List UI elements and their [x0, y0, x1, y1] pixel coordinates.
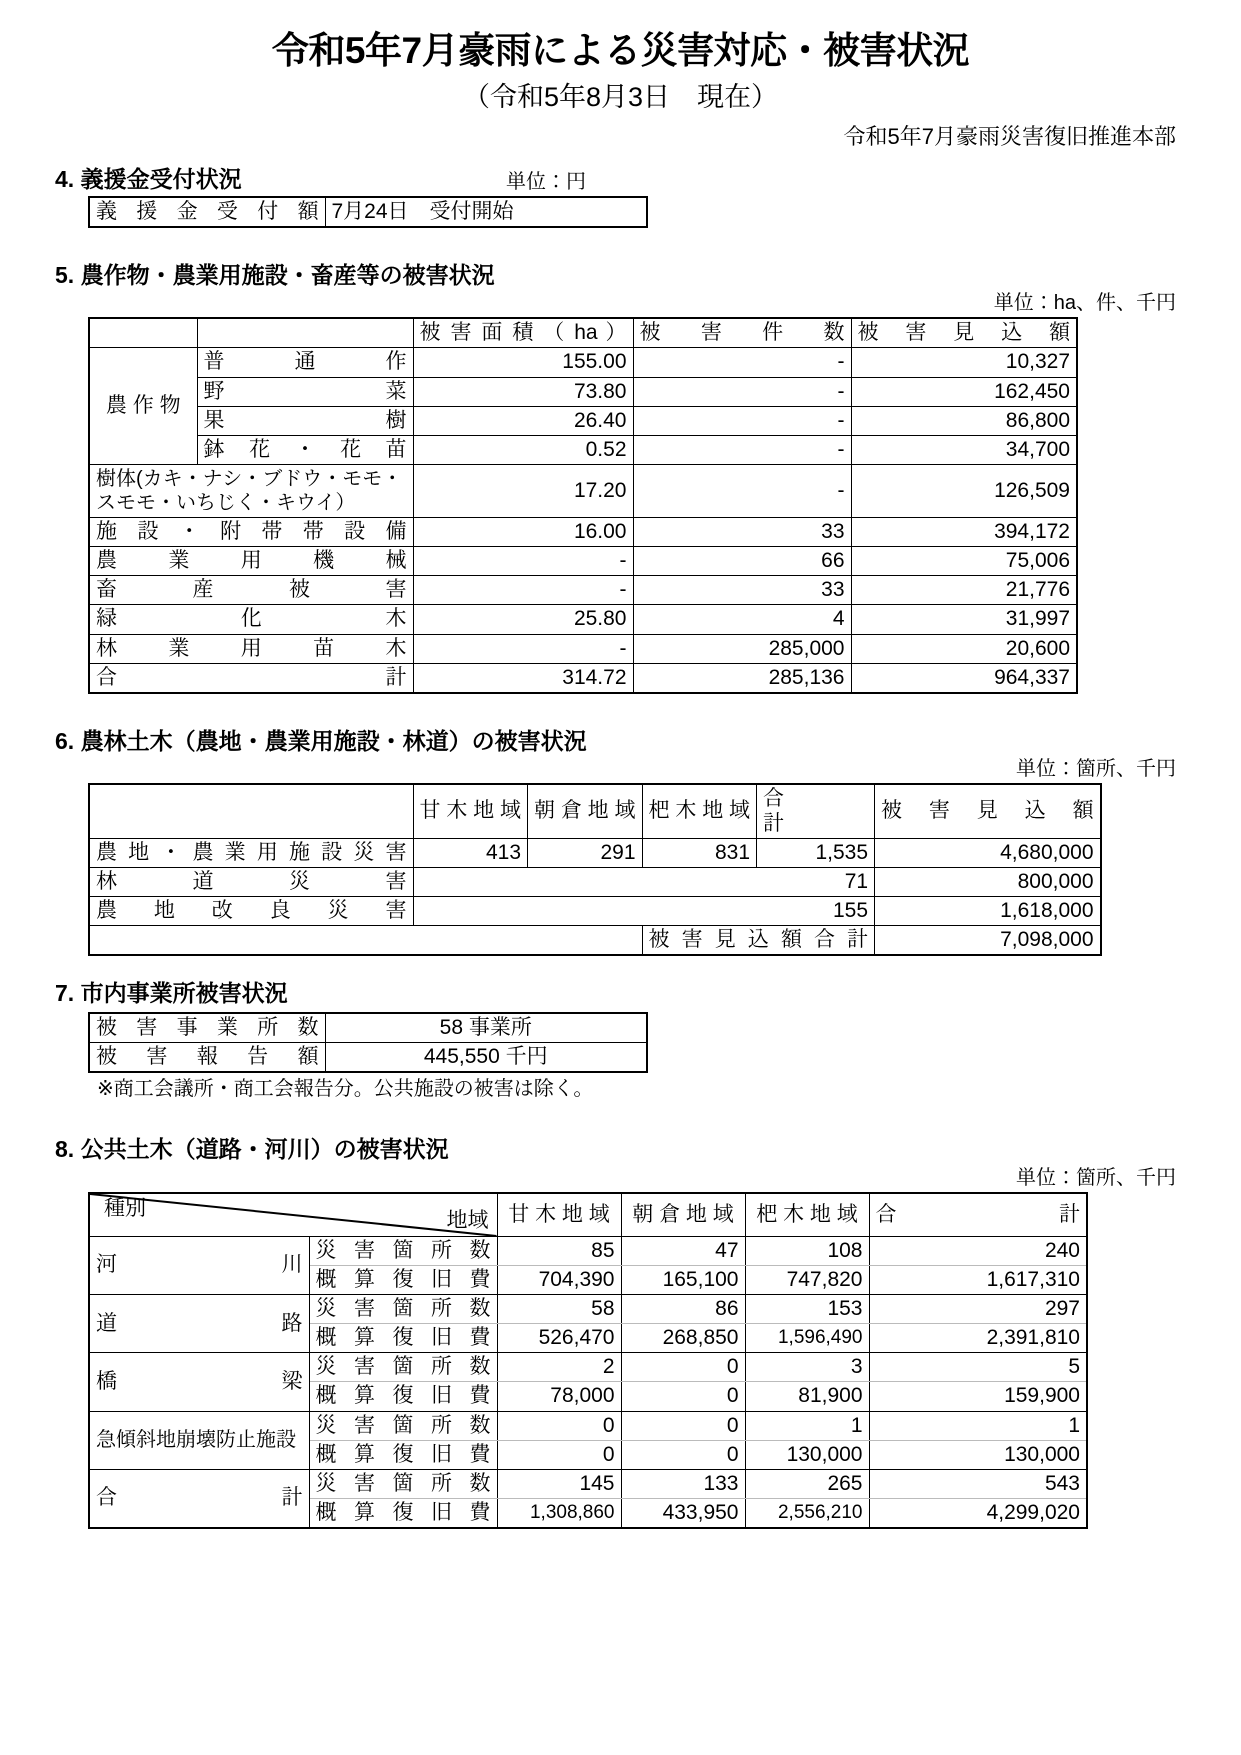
cell-amount: 394,172	[851, 517, 1077, 546]
cell-amagi: 526,470	[497, 1324, 621, 1353]
cell-count: -	[633, 377, 851, 406]
cell-haki: 108	[745, 1236, 869, 1265]
col-amagi: 甘 木 地 域	[497, 1193, 621, 1237]
cell-amount: 4,680,000	[875, 838, 1101, 867]
cell-area: 25.80	[413, 605, 633, 634]
grand-total-label: 被 害 見 込 額 合 計	[642, 926, 875, 956]
table-row	[89, 406, 1077, 435]
cell-haki: 81,900	[745, 1382, 869, 1411]
type-region-diagonal-header	[89, 1193, 497, 1237]
col-damage-count: 被 害 件 数	[633, 318, 851, 348]
metric-label-cost: 概 算 復 旧 費	[309, 1265, 497, 1294]
cell-total: 240	[869, 1236, 1087, 1265]
table-row	[89, 1236, 1087, 1265]
forestry-civil-table	[88, 783, 1102, 956]
cell-asakura: 0	[621, 1382, 745, 1411]
cell-asakura: 165,100	[621, 1265, 745, 1294]
row-label: 林 業 用 苗 木	[89, 634, 413, 663]
table-header-row	[89, 784, 1101, 838]
section-4-donations	[55, 166, 1186, 228]
cell-asakura: 268,850	[621, 1324, 745, 1353]
row-label: 果 樹	[197, 406, 413, 435]
cell-area: 155.00	[413, 348, 633, 377]
col-damage-amount: 被 害 見 込 額	[851, 318, 1077, 348]
section-8-public-works	[55, 1136, 1186, 1529]
cell-total: 155	[413, 896, 875, 925]
cell-amount: 126,509	[851, 464, 1077, 517]
cell-haki: 747,820	[745, 1265, 869, 1294]
cell-amagi: 413	[413, 838, 528, 867]
table-row	[89, 605, 1077, 634]
table-row	[89, 1013, 647, 1043]
col-haki: 杷 木 地 域	[642, 784, 757, 838]
col-amount: 被 害 見 込 額	[875, 784, 1101, 838]
cell-asakura: 86	[621, 1295, 745, 1324]
cell-amount: 162,450	[851, 377, 1077, 406]
cell-amagi: 2	[497, 1353, 621, 1382]
header-region-label: 地域	[446, 1208, 489, 1232]
table-row	[89, 547, 1077, 576]
cell-area: 26.40	[413, 406, 633, 435]
table-total-row	[89, 663, 1077, 693]
cell-asakura: 47	[621, 1236, 745, 1265]
header-type-label: 種別	[104, 1196, 146, 1220]
table-row	[89, 435, 1077, 464]
business-damage-table	[88, 1012, 648, 1073]
cell-count: -	[633, 348, 851, 377]
col-total: 合 計	[869, 1193, 1087, 1237]
cell-haki: 153	[745, 1295, 869, 1324]
cell-haki: 831	[642, 838, 757, 867]
cell-area: 73.80	[413, 377, 633, 406]
table-row	[89, 634, 1077, 663]
metric-label-count: 災 害 箇 所 数	[309, 1411, 497, 1440]
section-5-heading: 5. 農作物・農業用施設・畜産等の被害状況	[55, 261, 495, 288]
cell-haki: 1,596,490	[745, 1324, 869, 1353]
row-label-slope-facility: 急傾斜地崩壊防止施設	[89, 1411, 309, 1469]
row-label-road: 道 路	[89, 1295, 309, 1353]
row-label: 野 菜	[197, 377, 413, 406]
cell-count: 33	[633, 576, 851, 605]
row-label: 緑 化 木	[89, 605, 413, 634]
col-haki: 杷 木 地 域	[745, 1193, 869, 1237]
cell-asakura: 133	[621, 1469, 745, 1498]
table-row	[89, 867, 1101, 896]
table-row	[89, 377, 1077, 406]
table-row	[89, 1295, 1087, 1324]
cell-amagi: 0	[497, 1440, 621, 1469]
cell-area: 17.20	[413, 464, 633, 517]
table-row	[89, 576, 1077, 605]
table-row	[89, 838, 1101, 867]
page-subtitle: （令和5年8月3日 現在）	[462, 82, 779, 113]
row-label: 普 通 作	[197, 348, 413, 377]
cell-count: 4	[633, 605, 851, 634]
cell-amagi: 0	[497, 1411, 621, 1440]
cell-amount: 75,006	[851, 547, 1077, 576]
row-label: 施 設 ・ 附 帯 帯 設 備	[89, 517, 413, 546]
cell-total: 71	[413, 867, 875, 896]
cell-amount: 34,700	[851, 435, 1077, 464]
total-amount: 964,337	[851, 663, 1077, 693]
donation-value: 7月24日 受付開始	[325, 197, 647, 227]
row-label: 農 地 改 良 災 害	[89, 896, 413, 925]
cell-area: -	[413, 634, 633, 663]
col-blank	[89, 784, 413, 838]
cell-amount: 10,327	[851, 348, 1077, 377]
col-damage-area: 被 害 面 積 （ ha ）	[413, 318, 633, 348]
group-label-crops: 農 作 物	[89, 348, 197, 465]
table-row	[89, 197, 647, 227]
cell-haki: 2,556,210	[745, 1498, 869, 1528]
section-4-heading: 4. 義援金受付状況	[55, 165, 242, 192]
cell-area: -	[413, 576, 633, 605]
table-header-row	[89, 318, 1077, 348]
public-works-table	[88, 1192, 1088, 1529]
cell-amagi: 78,000	[497, 1382, 621, 1411]
cell-value: 445,550 千円	[325, 1042, 647, 1072]
cell-total: 297	[869, 1295, 1087, 1324]
row-label: 農 地 ・ 農 業 用 施 設 災 害	[89, 838, 413, 867]
total-area: 314.72	[413, 663, 633, 693]
col-asakura: 朝 倉 地 域	[621, 1193, 745, 1237]
cell-area: 16.00	[413, 517, 633, 546]
total-label: 合 計	[89, 663, 413, 693]
cell-amount: 20,600	[851, 634, 1077, 663]
cell-area: -	[413, 547, 633, 576]
cell-total: 4,299,020	[869, 1498, 1087, 1528]
row-label: 農 業 用 機 械	[89, 547, 413, 576]
col-amagi: 甘 木 地 域	[413, 784, 528, 838]
agriculture-rows	[89, 348, 1077, 693]
section-7-businesses	[55, 980, 1186, 1102]
row-label-total: 合 計	[89, 1469, 309, 1528]
cell-total: 159,900	[869, 1382, 1087, 1411]
total-count: 285,136	[633, 663, 851, 693]
issuing-organization: 令和5年7月豪雨災害復旧推進本部	[843, 124, 1176, 150]
table-row	[89, 1042, 647, 1072]
row-label: 被 害 事 業 所 数	[89, 1013, 325, 1043]
metric-label-cost: 概 算 復 旧 費	[309, 1382, 497, 1411]
section-5-agriculture	[55, 262, 1186, 694]
cell-haki: 1	[745, 1411, 869, 1440]
section-6-forestry-civil	[55, 728, 1186, 956]
cell-count: -	[633, 406, 851, 435]
cell-total: 130,000	[869, 1440, 1087, 1469]
section-6-heading: 6. 農林土木（農地・農業用施設・林道）の被害状況	[55, 727, 587, 754]
cell-asakura: 0	[621, 1353, 745, 1382]
row-label: 鉢 花 ・ 花 苗	[197, 435, 413, 464]
table-row	[89, 348, 1077, 377]
diagonal-line-icon	[90, 1194, 497, 1236]
cell-amount: 1,618,000	[875, 896, 1101, 925]
cell-total: 1	[869, 1411, 1087, 1440]
col-blank-2	[197, 318, 413, 348]
table-row	[89, 896, 1101, 925]
row-label: 樹体(カキ・ナシ・ブドウ・モモ・スモモ・いちじく・キウイ）	[89, 464, 413, 517]
cell-asakura: 433,950	[621, 1498, 745, 1528]
cell-amount: 86,800	[851, 406, 1077, 435]
section-8-unit: 単位：箇所、千円	[1016, 1166, 1176, 1189]
section-6-unit: 単位：箇所、千円	[1016, 758, 1176, 781]
col-blank-1	[89, 318, 197, 348]
metric-label-cost: 概 算 復 旧 費	[309, 1324, 497, 1353]
cell-amagi: 58	[497, 1295, 621, 1324]
cell-haki: 3	[745, 1353, 869, 1382]
cell-total: 2,391,810	[869, 1324, 1087, 1353]
metric-label-count: 災 害 箇 所 数	[309, 1236, 497, 1265]
table-row	[89, 464, 1077, 517]
cell-count: -	[633, 435, 851, 464]
cell-asakura: 0	[621, 1440, 745, 1469]
row-label-bridge: 橋 梁	[89, 1353, 309, 1411]
metric-label-cost: 概 算 復 旧 費	[309, 1440, 497, 1469]
cell-total: 1,617,310	[869, 1265, 1087, 1294]
cell-amount: 800,000	[875, 867, 1101, 896]
table-grand-total-row	[89, 926, 1101, 956]
cell-total: 5	[869, 1353, 1087, 1382]
row-label: 畜 産 被 害	[89, 576, 413, 605]
metric-label-cost: 概 算 復 旧 費	[309, 1498, 497, 1528]
cell-haki: 130,000	[745, 1440, 869, 1469]
row-label-river: 河 川	[89, 1236, 309, 1294]
grand-total-amount: 7,098,000	[875, 926, 1101, 956]
section-4-unit: 単位：円	[506, 170, 586, 193]
cell-total: 543	[869, 1469, 1087, 1498]
section-7-note: ※商工会議所・商工会報告分。公共施設の被害は除く。	[97, 1078, 594, 1101]
cell-amount: 21,776	[851, 576, 1077, 605]
cell-haki: 265	[745, 1469, 869, 1498]
col-asakura: 朝 倉 地 域	[528, 784, 643, 838]
cell-area: 0.52	[413, 435, 633, 464]
cell-asakura: 0	[621, 1411, 745, 1440]
donation-table	[88, 196, 648, 228]
row-label: 被 害 報 告 額	[89, 1042, 325, 1072]
row-label: 林 道 災 害	[89, 867, 413, 896]
cell-amount: 31,997	[851, 605, 1077, 634]
cell-count: 33	[633, 517, 851, 546]
donation-label: 義 援 金 受 付 額	[89, 197, 325, 227]
cell-amagi: 704,390	[497, 1265, 621, 1294]
cell-asakura: 291	[528, 838, 643, 867]
section-5-unit: 単位：ha、件、千円	[993, 292, 1176, 315]
cell-total: 1,535	[757, 838, 875, 867]
table-total-row	[89, 1469, 1087, 1498]
table-row	[89, 517, 1077, 546]
cell-amagi: 1,308,860	[497, 1498, 621, 1528]
spacer-cell	[89, 926, 642, 956]
section-8-heading: 8. 公共土木（道路・河川）の被害状況	[55, 1136, 449, 1163]
cell-count: -	[633, 464, 851, 517]
table-row	[89, 1411, 1087, 1440]
cell-count: 285,000	[633, 634, 851, 663]
cell-amagi: 85	[497, 1236, 621, 1265]
cell-value: 58 事業所	[325, 1013, 647, 1043]
table-header-row	[89, 1193, 1087, 1237]
agriculture-table	[88, 317, 1078, 694]
page-title: 令和5年7月豪雨による災害対応・被害状況	[271, 30, 970, 71]
cell-amagi: 145	[497, 1469, 621, 1498]
metric-label-count: 災 害 箇 所 数	[309, 1469, 497, 1498]
table-row	[89, 1353, 1087, 1382]
col-total: 合 計	[757, 784, 875, 838]
metric-label-count: 災 害 箇 所 数	[309, 1353, 497, 1382]
cell-count: 66	[633, 547, 851, 576]
metric-label-count: 災 害 箇 所 数	[309, 1295, 497, 1324]
section-7-heading: 7. 市内事業所被害状況	[55, 980, 288, 1007]
